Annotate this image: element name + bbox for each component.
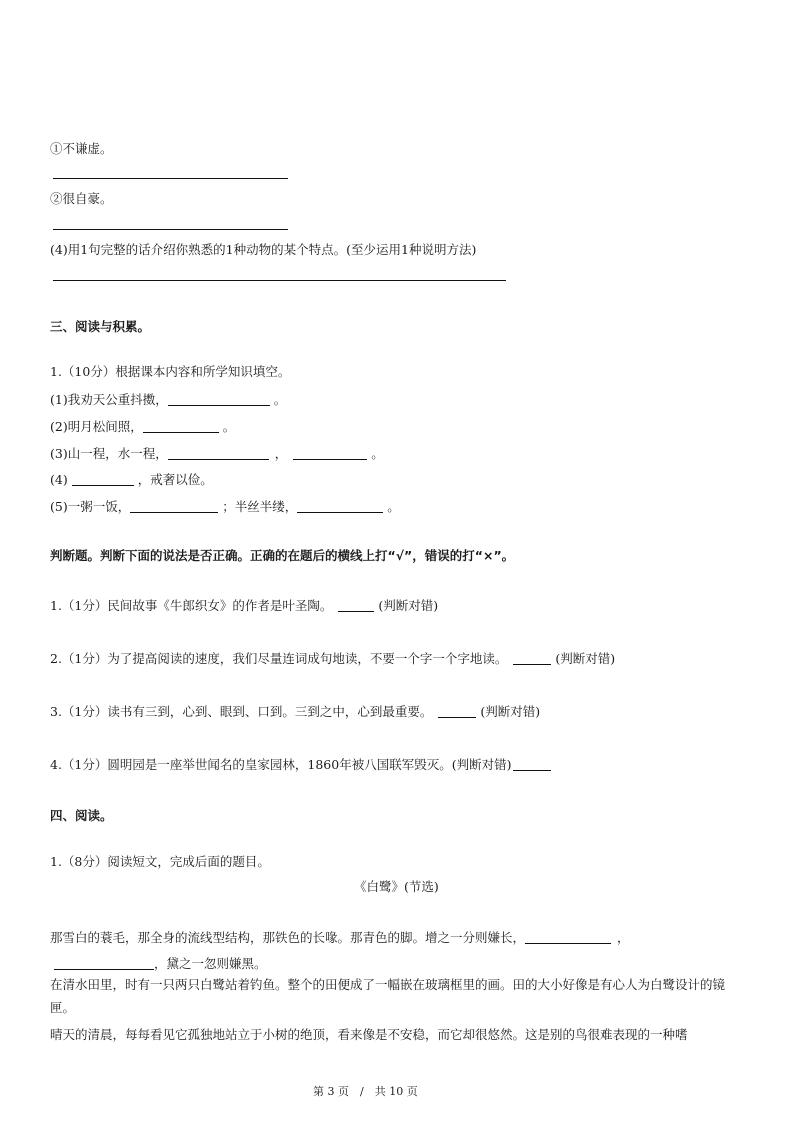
judge-item-2 (50, 649, 615, 667)
answer-line-1[interactable] (53, 178, 288, 179)
fill-blank-3b[interactable] (293, 447, 367, 460)
fill-item-2 (50, 417, 235, 435)
section-heading-4: 四、阅读。 (50, 808, 113, 823)
judge-blank-3[interactable] (438, 705, 476, 718)
judge-item-3-text: 3.（1分）读书有三到，心到、眼到、口到。三到之中，心到最重要。 (50, 704, 433, 719)
fill-blank-1[interactable] (168, 393, 270, 406)
fill-item-5 (50, 497, 400, 515)
section-heading-3: 三、阅读与积累。 (50, 319, 151, 334)
fill-item-4-text: ，戒奢以俭。 (137, 472, 213, 487)
fill-item-3-sep: ， (274, 446, 288, 461)
fill-blank-4[interactable] (72, 473, 134, 486)
fill-item-1-text: (1)我劝天公重抖擞， (50, 392, 168, 407)
fill-item-1 (50, 390, 286, 408)
judge-blank-1[interactable] (338, 599, 374, 612)
passage-paragraph-2: 在清水田里，时有一只两只白鹭站着钓鱼。整个的田便成了一幅嵌在玻璃框里的画。田的大小好像是有心人为白鹭设计的镜匣。 (50, 977, 726, 1015)
fill-item-5-end: 。 (387, 499, 400, 514)
reading-question-1: 1.（8分）阅读短文，完成后面的题目。 (50, 854, 270, 869)
fill-blank-2[interactable] (143, 420, 219, 433)
judge-item-3 (50, 702, 540, 720)
fill-item-2-text: (2)明月松间照， (50, 419, 143, 434)
fill-item-4-prefix: (4) (50, 472, 68, 487)
question-4: (4)用1句完整的话介绍你熟悉的1种动物的某个特点。(至少运用1种说明方法) (50, 242, 477, 257)
fill-item-3 (50, 444, 384, 462)
passage-line-2 (50, 954, 267, 972)
judge-heading: 判断题。判断下面的说法是否正确。正确的在题后的横线上打“√”，错误的打“×”。 (50, 548, 515, 563)
passage-p1-end: ，黛之一忽则嫌黑。 (154, 956, 267, 971)
page-footer: 第 3 页 / 共 10 页 (313, 1085, 418, 1098)
judge-blank-2[interactable] (513, 652, 551, 665)
answer-line-4[interactable] (53, 280, 506, 281)
fill-item-2-end: 。 (222, 419, 236, 434)
judge-item-1-text: 1.（1分）民间故事《牛郎织女》的作者是叶圣陶。 (50, 598, 333, 613)
fill-blank-5b[interactable] (297, 500, 383, 513)
fill-item-1-end: 。 (273, 392, 287, 407)
passage-line-1 (50, 928, 630, 946)
judge-item-1 (50, 596, 438, 614)
fill-item-5-mid: ；半丝半缕， (222, 499, 298, 514)
question-1-fill: 1.（10分）根据课本内容和所学知识填空。 (50, 364, 291, 379)
fill-item-5-text: (5)一粥一饭， (50, 499, 131, 514)
passage-blank-1[interactable] (525, 931, 611, 944)
answer-item-2: ②很自豪。 (50, 191, 113, 206)
passage-paragraph-3: 晴天的清晨，每每看见它孤独地站立于小树的绝顶，看来像是不安稳，而它却很悠然。这是别的鸟很难表现的一种嗜 (50, 1027, 688, 1042)
fill-blank-5a[interactable] (130, 500, 218, 513)
judge-item-1-tag: (判断对错) (378, 598, 439, 613)
answer-item-1: ①不谦虚。 (50, 141, 113, 156)
passage-blank-2[interactable] (54, 957, 154, 970)
fill-blank-3a[interactable] (168, 447, 269, 460)
judge-item-2-tag: (判断对错) (555, 651, 616, 666)
passage-p1-text: 那雪白的蓑毛，那全身的流线型结构，那铁色的长喙。那青色的脚。增之一分则嫌长， (50, 930, 526, 945)
passage-p1-sep: ， (617, 930, 630, 945)
passage-title: 《白鹭》(节选) (354, 879, 439, 894)
fill-item-3-text: (3)山一程，水一程， (50, 446, 168, 461)
fill-item-3-end: 。 (371, 446, 384, 461)
judge-blank-4[interactable] (513, 758, 551, 771)
judge-item-2-text: 2.（1分）为了提高阅读的速度，我们尽量连词成句地读，不要一个字一个字地读。 (50, 651, 508, 666)
answer-line-2[interactable] (53, 229, 288, 230)
judge-item-4 (50, 755, 551, 773)
judge-item-4-text: 4.（1分）圆明园是一座举世闻名的皇家园林，1860年被八国联军毁灭。(判断对错) (50, 757, 512, 772)
fill-item-4 (50, 470, 213, 488)
judge-item-3-tag: (判断对错) (480, 704, 541, 719)
